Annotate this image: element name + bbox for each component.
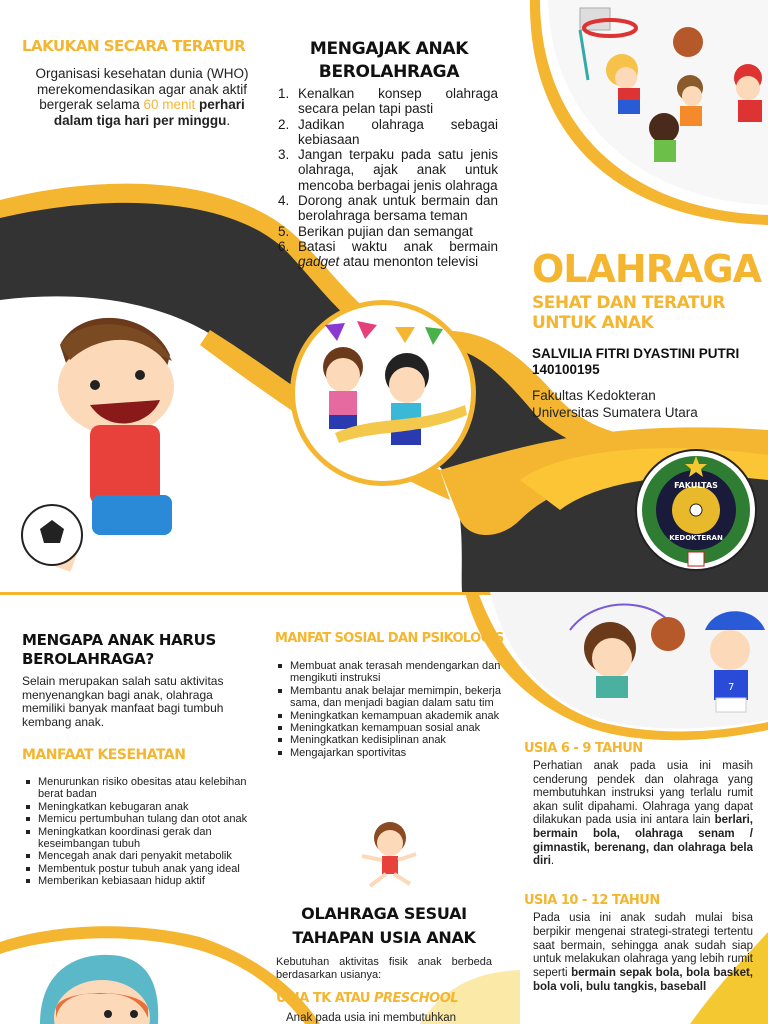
- author-name: SALVILIA FITRI DYASTINI PUTRI: [532, 346, 740, 361]
- tip-text: Dorong anak untuk bermain dan berolahraga bersama teman: [298, 193, 498, 224]
- tip-item: [278, 193, 498, 224]
- social-benefit-item: Membantu anak belajar memimpin, bekerja sama, dan menjadi bagian dalam satu tim: [276, 685, 501, 710]
- institution-block: [532, 387, 698, 421]
- who-text: Organisasi kesehatan dunia (WHO) merekomendasikan agar anak aktif bergerak selama: [35, 66, 249, 112]
- tip-text: [298, 239, 498, 270]
- tip-number: 1.: [278, 86, 290, 101]
- kids-ribbon-basketball-illustration: [540, 600, 768, 730]
- social-benefit-item: Meningkatkan kemampuan sosial anak: [276, 722, 501, 734]
- benefit-item: Memberikan kebiasaan hidup aktif: [24, 875, 252, 887]
- health-benefits-list: [24, 776, 252, 888]
- tip-item: [278, 117, 498, 148]
- age-6-9-sports: berlari, bermain bola, olahraga senam / gimnastik, berenang, dan olahraga bela diri: [533, 814, 753, 868]
- preschool-heading: [276, 991, 458, 1006]
- heading-line-1: MENGAPA ANAK HARUS: [22, 631, 217, 649]
- heading-line-2: BEROLAHRAGA: [318, 62, 460, 82]
- frequency-text: perhari dalam tiga hari per minggu: [53, 97, 245, 128]
- subtitle-line-1: SEHAT DAN TERATUR: [532, 293, 725, 313]
- heading-line-2: BEROLAHRAGA?: [22, 650, 154, 668]
- author-block: [532, 346, 739, 378]
- encourage-tips-list: [278, 86, 498, 270]
- heading-line-1: OLAHRAGA SESUAI: [301, 904, 467, 923]
- running-girl-illustration: [350, 818, 430, 892]
- age-stage-heading: [270, 902, 498, 950]
- why-exercise-intro: Selain merupakan salah satu aktivitas menyenangkan bagi anak, olahraga memiliki banyak manfaat bagi tumbuh kembang anak.: [22, 674, 224, 729]
- benefit-item: Mencegah anak dari penyakit metabolik: [24, 850, 252, 862]
- benefit-item: Memicu pertumbuhan tulang dan otot anak: [24, 813, 252, 825]
- age-10-12-text: [533, 912, 753, 995]
- tip-text-italic: gadget: [298, 254, 340, 270]
- social-benefit-item: Membuat anak terasah mendengarkan dan mengikuti instruksi: [276, 660, 501, 685]
- boy-soccer-illustration: [20, 305, 220, 590]
- period: .: [550, 855, 555, 868]
- age-stage-intro: Kebutuhan aktivitas fisik anak berbeda berdasarkan usianya:: [276, 956, 492, 981]
- why-exercise-heading: [22, 631, 252, 669]
- tip-number: 5.: [278, 223, 290, 239]
- age-10-12-heading: USIA 10 - 12 TAHUN: [524, 893, 660, 908]
- preschool-heading-italic: PRESCHOOL: [373, 991, 459, 1006]
- faculty-name: Fakultas Kedokteran: [532, 388, 656, 403]
- social-benefit-item: Mengajarkan sportivitas: [276, 747, 501, 759]
- tip-item: [278, 86, 498, 117]
- age-6-9-text: [533, 760, 753, 869]
- tip-number: 2.: [278, 116, 290, 132]
- social-benefit-item: Meningkatkan kemampuan akademik anak: [276, 710, 501, 722]
- tip-number: 4.: [278, 193, 290, 209]
- tip-text: Kenalkan konsep olahraga secara pelan tapi pasti: [298, 86, 498, 117]
- race-illustration-circle: [290, 300, 476, 486]
- tip-item: [278, 147, 498, 193]
- tip-text: Jadikan olahraga sebagai kebiasaan: [298, 116, 498, 147]
- university-name: Universitas Sumatera Utara: [532, 405, 698, 420]
- age-6-9-description: Perhatian anak pada usia ini masih cenderung pendek dan olahraga yang membutuhkan instruksi yang terlalu rumit akan sulit dipahami. Olahraga yang dapat dilakukan pada usia ini antara lain: [533, 760, 753, 827]
- benefit-item: Menurunkan risiko obesitas atau kelebihan berat badan: [24, 776, 252, 801]
- tip-number: 3.: [278, 147, 290, 163]
- logo-bottom-text: KEDOKTERAN: [669, 534, 723, 542]
- student-id: 140100195: [532, 362, 600, 377]
- tip-item: [278, 239, 498, 270]
- subtitle-line-2: UNTUK ANAK: [532, 313, 654, 333]
- benefit-item: Meningkatkan kebugaran anak: [24, 801, 252, 813]
- health-benefits-heading: MANFAAT KESEHATAN: [22, 747, 186, 763]
- age-6-9-heading: USIA 6 - 9 TAHUN: [524, 741, 643, 756]
- age-10-12-sports: bermain sepak bola, bola basket, bola voli, bulu tangkis, baseball: [533, 967, 753, 993]
- benefit-item: Membentuk postur tubuh anak yang ideal: [24, 863, 252, 875]
- social-benefits-heading: MANFAT SOSIAL DAN PSIKOLOGIS: [275, 631, 504, 646]
- period: .: [226, 112, 231, 128]
- kids-race-illustration: [295, 305, 471, 481]
- tip-text-part: Batasi waktu anak bermain: [298, 238, 498, 254]
- svg-text:7: 7: [728, 682, 735, 693]
- social-benefits-list: [276, 660, 501, 759]
- kids-basketball-illustration: [560, 0, 768, 200]
- cover-subtitle: [532, 293, 725, 333]
- social-benefit-item: Meningkatkan kedisiplinan anak: [276, 734, 501, 746]
- faculty-logo: [634, 448, 758, 572]
- heading-line-2: TAHAPAN USIA ANAK: [292, 928, 476, 947]
- heading-line-1: MENGAJAK ANAK: [309, 39, 469, 59]
- encourage-children-heading: [278, 38, 500, 84]
- benefit-item: Meningkatkan koordinasi gerak dan keseimbangan tubuh: [24, 826, 252, 851]
- preschool-heading-text: USIA TK ATAU: [276, 991, 374, 1006]
- child-helmet-illustration: [30, 948, 170, 1024]
- duration-highlight: 60 menit: [143, 97, 196, 112]
- who-recommendation-text: [22, 66, 262, 128]
- cover-title: OLAHRAGA: [532, 247, 761, 291]
- tip-item: [278, 224, 498, 239]
- tip-text: Berikan pujian dan semangat: [298, 223, 473, 239]
- age-10-12-description: Pada usia ini anak sudah mulai bisa berpikir mengenai strategi-strategi tertentu saat bermain, sehingga anak sudah siap untuk melakukan olahraga yang lebih rumit seperti: [533, 912, 753, 980]
- tip-number: 6.: [278, 238, 290, 254]
- tip-text: Jangan terpaku pada satu jenis olahraga, ajak anak untuk mencoba berbagai jenis olahraga: [298, 147, 498, 193]
- logo-top-text: FAKULTAS: [674, 481, 718, 490]
- preschool-text: Anak pada usia ini membutuhkan: [286, 1012, 457, 1024]
- regular-exercise-heading: LAKUKAN SECARA TERATUR: [22, 37, 246, 55]
- tip-text-part: atau menonton televisi: [339, 254, 479, 270]
